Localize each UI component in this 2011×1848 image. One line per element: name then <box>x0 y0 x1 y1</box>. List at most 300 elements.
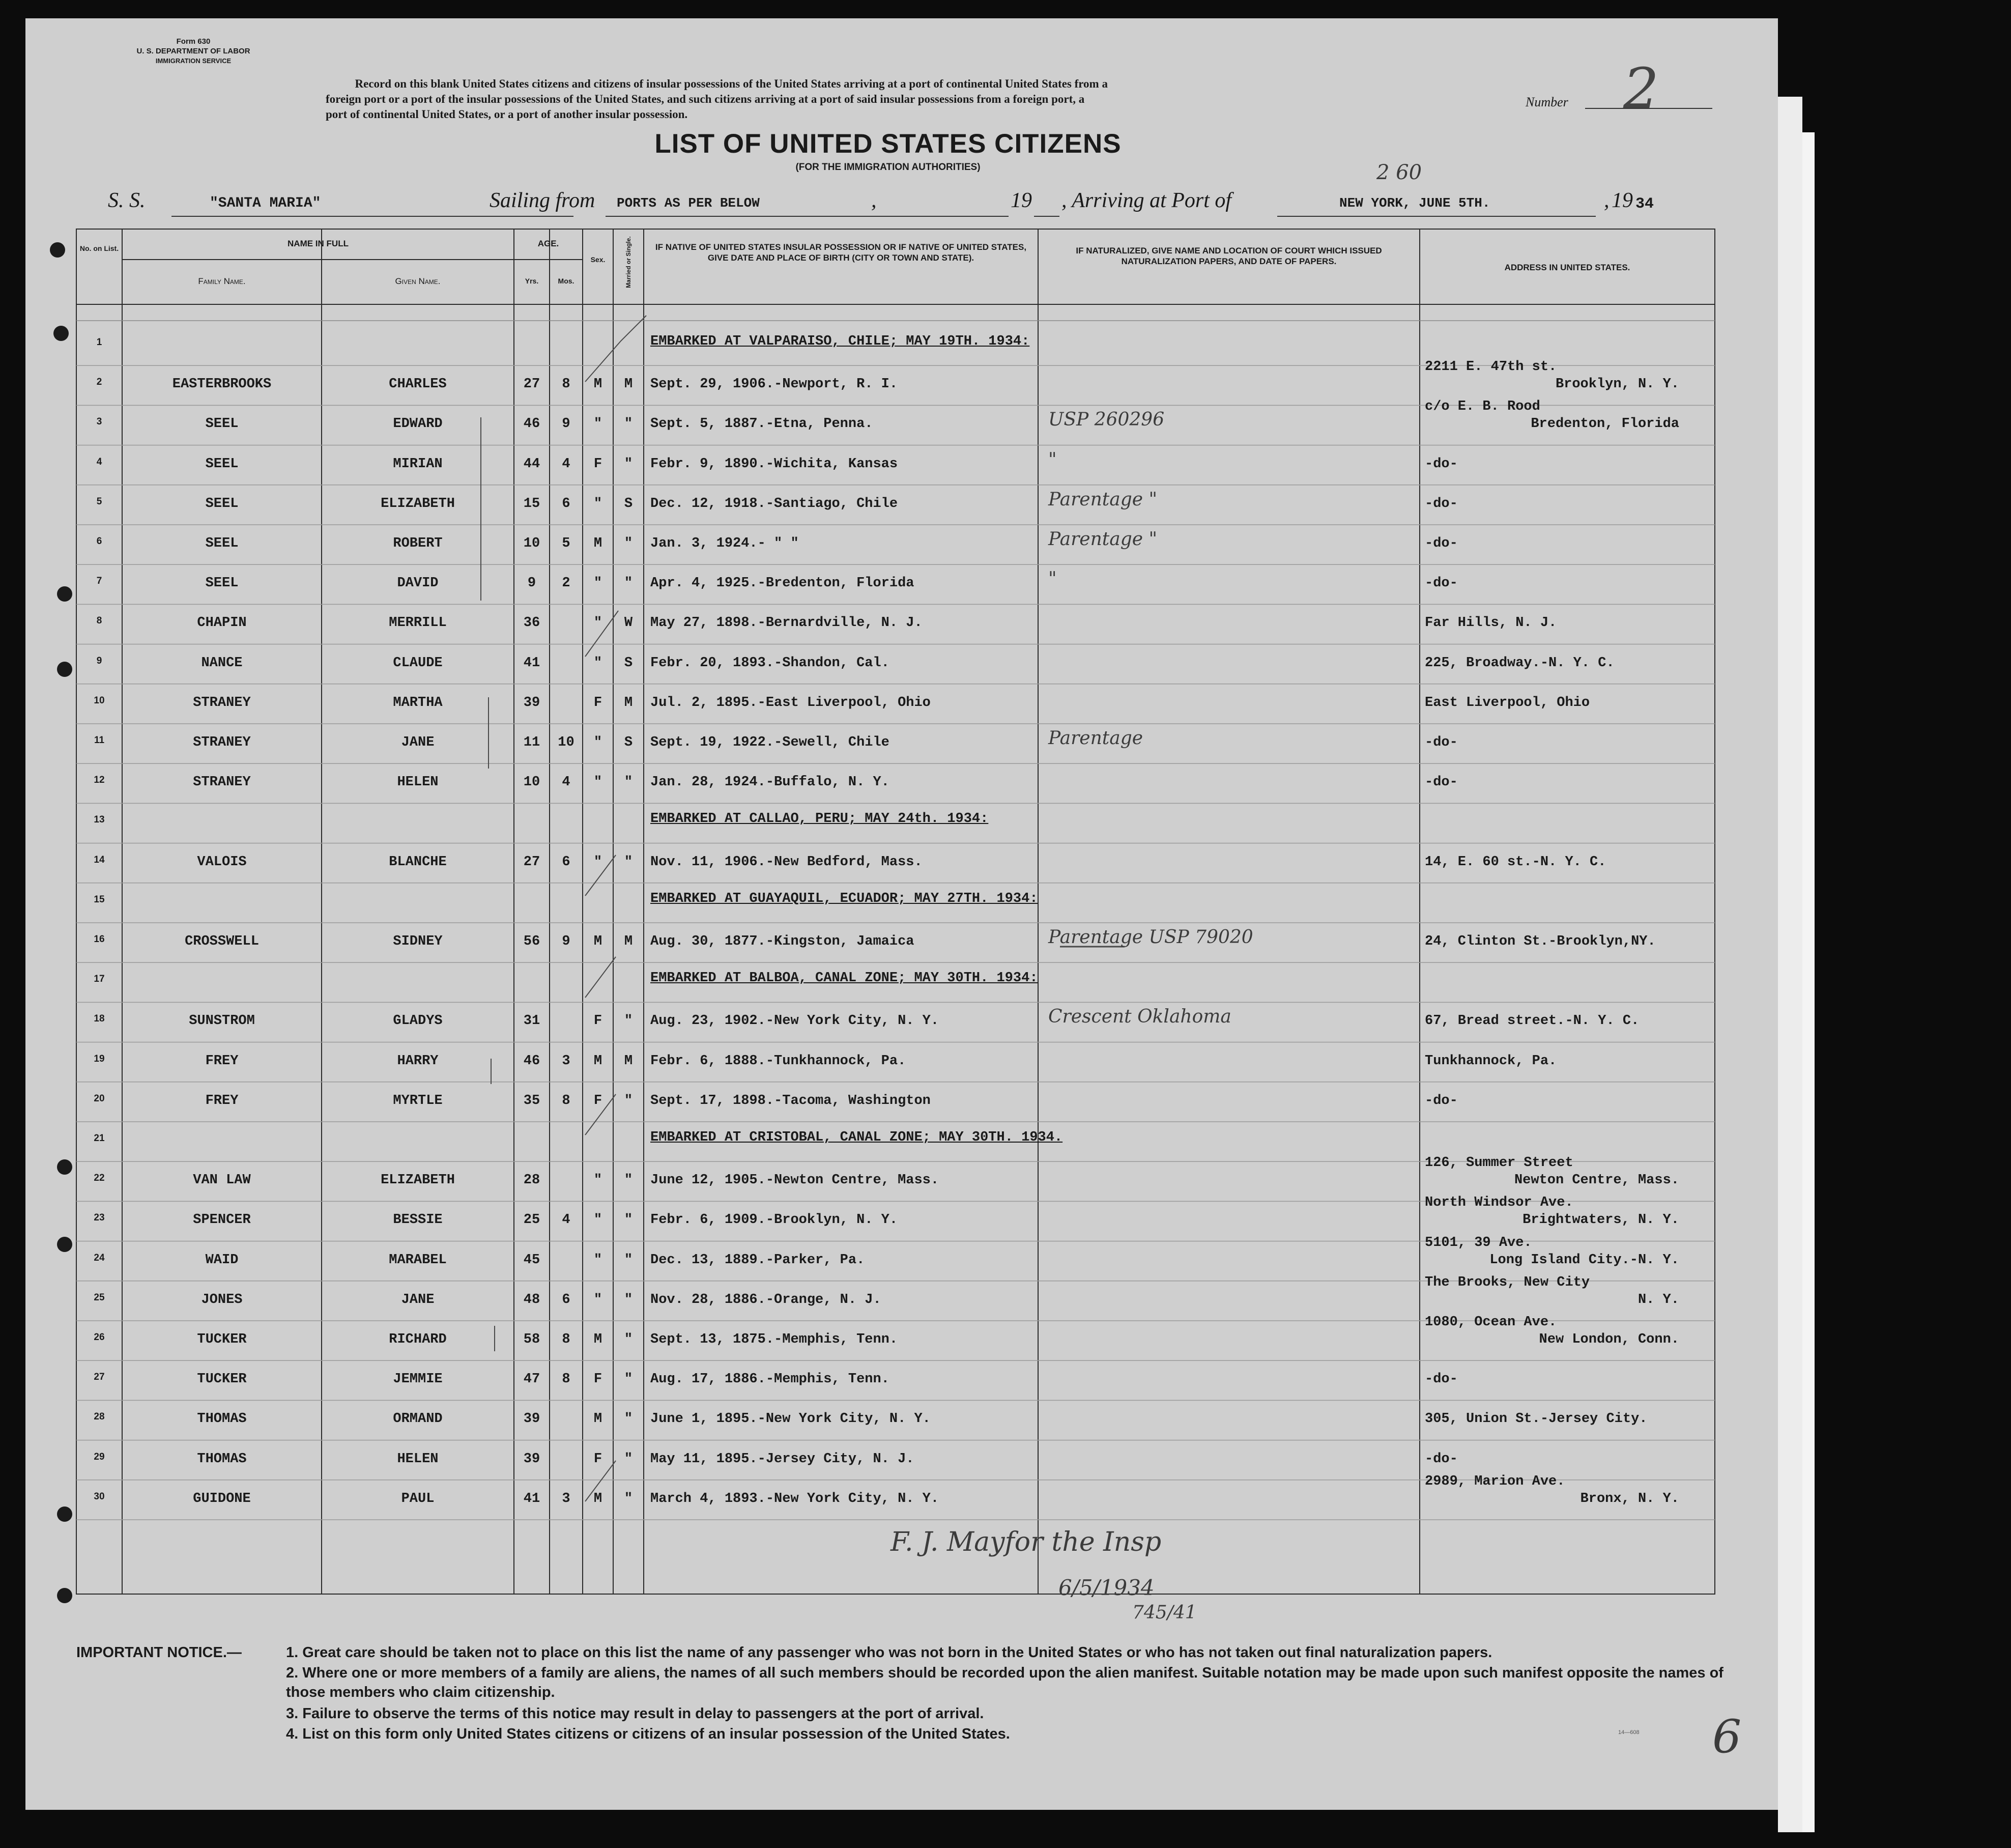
cell-addr2: Brooklyn, N. Y. <box>1555 377 1679 392</box>
table-row <box>76 1315 1715 1360</box>
cell-nat: USP 260296 <box>1048 409 1165 431</box>
cell-no: 22 <box>94 1173 105 1184</box>
cell-no: 2 <box>96 377 102 388</box>
cell-birth: Aug. 30, 1877.-Kingston, Jamaica <box>650 934 914 949</box>
cell-birth: June 1, 1895.-New York City, N. Y. <box>650 1411 931 1427</box>
cell-addr: -do- <box>1425 536 1458 551</box>
col-header-married: Married or Single. <box>625 236 632 288</box>
page-title: LIST OF UNITED STATES CITIZENS <box>654 129 1122 159</box>
table-row <box>76 1002 1715 1042</box>
cell-addr: 67, Bread street.-N. Y. C. <box>1425 1013 1640 1029</box>
cell-ms: S <box>624 735 633 750</box>
cell-sex: " <box>593 655 602 671</box>
notice-item: 4. List on this form only United States citizens or citizens of an insular possession of the United States. <box>286 1726 1010 1742</box>
cell-yrs: 10 <box>523 775 540 790</box>
col-header-family: Family Name. <box>198 276 246 286</box>
table-row <box>76 923 1715 962</box>
cell-addr2: Brightwaters, N. Y. <box>1522 1212 1679 1228</box>
cell-sex: M <box>593 1491 602 1506</box>
cell-sex: " <box>593 1173 602 1188</box>
list-number: 2 <box>1623 56 1659 121</box>
cell-nat: Parentage " <box>1048 529 1158 550</box>
notice-item: 3. Failure to observe the terms of this notice may result in delay to passengers at the port of arrival. <box>286 1705 984 1722</box>
cell-family: SEEL <box>205 576 239 591</box>
cell-sex: " <box>593 775 602 790</box>
cell-ms: " <box>624 1451 633 1467</box>
cell-no: 26 <box>94 1332 105 1343</box>
table-row <box>76 724 1715 763</box>
sailing-label: Sailing from <box>490 189 595 212</box>
cell-birth: Dec. 12, 1918.-Santiago, Chile <box>650 496 898 511</box>
cell-yrs: 39 <box>523 1451 540 1467</box>
cell-given: MARABEL <box>389 1252 447 1268</box>
cell-addr: -do- <box>1425 1093 1458 1108</box>
cell-given: MARTHA <box>393 695 443 710</box>
cell-addr: 5101, 39 Ave. <box>1425 1235 1532 1250</box>
cell-given: ELIZABETH <box>381 1173 455 1188</box>
notice-label: IMPORTANT NOTICE.— <box>76 1644 242 1661</box>
cell-birth: Jul. 2, 1895.-East Liverpool, Ohio <box>650 695 931 710</box>
cell-family: SPENCER <box>193 1212 251 1228</box>
cell-family: TUCKER <box>197 1332 247 1347</box>
cell-addr: Tunkhannock, Pa. <box>1425 1053 1557 1069</box>
cell-ms: " <box>624 775 633 790</box>
cell-yrs: 48 <box>523 1292 540 1307</box>
cell-birth: Febr. 6, 1888.-Tunkhannock, Pa. <box>650 1053 906 1069</box>
page-number: 6 <box>1712 1710 1742 1764</box>
cell-yrs: 10 <box>523 536 540 551</box>
cell-mos: 3 <box>562 1491 570 1506</box>
cell-sex: M <box>593 1053 602 1069</box>
cell-sex: M <box>593 1332 602 1347</box>
cell-birth: May 27, 1898.-Bernardville, N. J. <box>650 615 923 631</box>
cell-nat: Parentage " <box>1048 489 1158 510</box>
cell-given: RICHARD <box>389 1332 447 1347</box>
department: U. S. DEPARTMENT OF LABOR <box>136 47 250 55</box>
cell-ms: " <box>624 1292 633 1307</box>
form-code: 14—608 <box>1618 1729 1640 1736</box>
cell-given: SIDNEY <box>393 934 443 949</box>
cell-family: CROSSWELL <box>185 934 259 949</box>
cell-yrs: 58 <box>523 1332 540 1347</box>
cell-yrs: 35 <box>523 1093 540 1108</box>
cell-ms: " <box>624 576 633 591</box>
cell-family: THOMAS <box>197 1451 247 1467</box>
cell-given: HELEN <box>397 775 439 790</box>
cell-no: 13 <box>94 814 105 826</box>
table-row <box>76 485 1715 525</box>
cell-no: 27 <box>94 1372 105 1383</box>
cell-sex: M <box>593 934 602 949</box>
cell-yrs: 25 <box>523 1212 540 1228</box>
cell-no: 21 <box>94 1133 105 1144</box>
cell-family: FREY <box>205 1093 239 1108</box>
cell-addr2: Bronx, N. Y. <box>1580 1491 1679 1506</box>
cell-nat: " <box>1048 449 1057 470</box>
cell-ms: " <box>624 854 633 870</box>
cell-mos: 9 <box>562 416 570 432</box>
cell-given: GLADYS <box>393 1013 443 1029</box>
cell-mos: 3 <box>562 1053 570 1069</box>
cell-ms: " <box>624 1411 633 1427</box>
service: IMMIGRATION SERVICE <box>155 57 232 65</box>
cell-ms: " <box>624 1173 633 1188</box>
instruction-line: Record on this blank United States citizens and citizens of insular possessions of the United States arriving at a port of continental United States from a <box>355 77 1108 90</box>
cell-sex: F <box>593 695 602 710</box>
col-header-yrs: Yrs. <box>525 277 539 285</box>
table-row <box>76 1042 1715 1082</box>
cell-given: MIRIAN <box>393 456 443 472</box>
cell-family: CHAPIN <box>197 615 247 631</box>
cell-yrs: 9 <box>527 576 536 591</box>
cell-family: JONES <box>201 1292 243 1307</box>
cell-no: 3 <box>96 416 102 428</box>
table-row <box>76 445 1715 485</box>
cell-birth: Febr. 6, 1909.-Brooklyn, N. Y. <box>650 1212 898 1228</box>
cell-no: 8 <box>96 615 102 627</box>
cell-addr: 1080, Ocean Ave. <box>1425 1315 1557 1330</box>
cell-family: SEEL <box>205 416 239 432</box>
cell-addr: 2989, Marion Ave. <box>1425 1473 1565 1489</box>
table-row <box>76 803 1715 843</box>
cell-addr: c/o E. B. Rood <box>1425 399 1540 415</box>
arrival-year-suffix: 34 <box>1635 195 1654 213</box>
cell-sex: " <box>593 1212 602 1228</box>
cell-given: CLAUDE <box>393 655 443 671</box>
cell-birth: Sept. 29, 1906.-Newport, R. I. <box>650 377 898 392</box>
cell-addr2: N. Y. <box>1637 1292 1679 1307</box>
cell-no: 10 <box>94 695 105 706</box>
cell-mos: 5 <box>562 536 570 551</box>
cell-yrs: 46 <box>523 1053 540 1069</box>
cell-ms: M <box>624 1053 633 1069</box>
cell-birth: March 4, 1893.-New York City, N. Y. <box>650 1491 939 1506</box>
cell-family: EASTERBROOKS <box>172 377 272 392</box>
cell-addr: 24, Clinton St.-Brooklyn,NY. <box>1425 934 1656 949</box>
cell-yrs: 15 <box>523 496 540 511</box>
cell-given: MERRILL <box>389 615 447 631</box>
cell-addr: -do- <box>1425 775 1458 790</box>
cell-birth: Sept. 17, 1898.-Tacoma, Washington <box>650 1093 931 1108</box>
cell-addr2: Long Island City.-N. Y. <box>1489 1252 1679 1268</box>
cell-given: EDWARD <box>393 416 443 432</box>
cell-yrs: 31 <box>523 1013 540 1029</box>
cell-no: 5 <box>96 496 102 507</box>
cell-mos: 9 <box>562 934 570 949</box>
table-row <box>76 399 1715 445</box>
cell-yrs: 47 <box>523 1372 540 1387</box>
col-header-address: ADDRESS IN UNITED STATES. <box>1504 263 1630 272</box>
cell-no: 20 <box>94 1093 105 1104</box>
page-subtitle: (FOR THE IMMIGRATION AUTHORITIES) <box>795 162 981 173</box>
cell-ms: " <box>624 1013 633 1029</box>
cell-yrs: 39 <box>523 1411 540 1427</box>
cell-mos: 6 <box>562 1292 570 1307</box>
cell-given: MYRTLE <box>393 1093 443 1108</box>
cell-yrs: 27 <box>523 854 540 870</box>
cell-mos: 4 <box>562 1212 570 1228</box>
cell-addr: 305, Union St.-Jersey City. <box>1425 1411 1648 1427</box>
cell-sex: F <box>593 1451 602 1467</box>
cell-addr2: Bredenton, Florida <box>1531 416 1679 432</box>
cell-family: SEEL <box>205 456 239 472</box>
cell-addr: The Brooks, New City <box>1425 1274 1590 1290</box>
cell-addr2: New London, Conn. <box>1539 1332 1679 1347</box>
cell-yrs: 27 <box>523 377 540 392</box>
arriving-port: NEW YORK, JUNE 5TH. <box>1339 195 1490 211</box>
cell-family: STRANEY <box>193 695 251 710</box>
cell-no: 11 <box>94 735 105 746</box>
voyage-line: S. S. "SANTA MARIA" Sailing from PORTS AS PER BELOW , 19 , Arriving at Port of NEW YORK, JUNE 5TH. , 19 34 <box>108 188 1731 219</box>
arriving-label: , Arriving at Port of <box>1061 189 1232 212</box>
number-label: Number <box>1526 95 1568 109</box>
cell-birth: May 11, 1895.-Jersey City, N. J. <box>650 1451 914 1467</box>
cell-sex: " <box>593 615 602 631</box>
cell-yrs: 45 <box>523 1252 540 1268</box>
cell-given: JANE <box>401 1292 435 1307</box>
cell-family: VAN LAW <box>193 1173 251 1188</box>
cell-no: 29 <box>94 1451 105 1462</box>
cell-no: 1 <box>96 337 102 348</box>
cell-birth: EMBARKED AT CRISTOBAL, CANAL ZONE; MAY 30TH. 1934. <box>650 1130 1063 1145</box>
cell-addr: East Liverpool, Ohio <box>1425 695 1590 710</box>
cell-no: 9 <box>96 655 102 666</box>
arrival-year-prefix: 19 <box>1612 189 1633 212</box>
year-prefix: 19 <box>1011 189 1032 212</box>
cell-sex: " <box>593 1252 602 1268</box>
cell-mos: 8 <box>562 1372 570 1387</box>
cell-no: 25 <box>94 1292 105 1303</box>
table-row <box>76 644 1715 684</box>
cell-ms: W <box>624 615 633 631</box>
notice-item: 1. Great care should be taken not to place on this list the name of any passenger who was not born in the United States or who has not taken out final naturalization papers. <box>286 1644 1492 1661</box>
cell-addr: -do- <box>1425 1372 1458 1387</box>
cell-birth: Dec. 13, 1889.-Parker, Pa. <box>650 1252 865 1268</box>
col-header-given: Given Name. <box>395 276 441 286</box>
cell-addr2: Newton Centre, Mass. <box>1514 1173 1679 1188</box>
cell-family: SEEL <box>205 536 239 551</box>
cell-given: BESSIE <box>393 1212 443 1228</box>
cell-sex: " <box>593 576 602 591</box>
cell-nat: Parentage USP 79020 <box>1048 927 1253 948</box>
cell-mos: 4 <box>562 775 570 790</box>
cell-no: 24 <box>94 1252 105 1263</box>
cell-given: ORMAND <box>393 1411 443 1427</box>
signature-fraction: 745/41 <box>1132 1602 1197 1623</box>
cell-given: CHARLES <box>389 377 447 392</box>
cell-ms: " <box>624 416 633 432</box>
cell-ms: S <box>624 496 633 511</box>
cell-ms: " <box>624 1093 633 1108</box>
cell-mos: 8 <box>562 1332 570 1347</box>
cell-family: NANCE <box>201 655 243 671</box>
cell-birth: Nov. 11, 1906.-New Bedford, Mass. <box>650 854 923 870</box>
table-row <box>76 962 1715 1002</box>
cell-family: VALOIS <box>197 854 247 870</box>
cell-family: GUIDONE <box>193 1491 251 1506</box>
cell-yrs: 36 <box>523 615 540 631</box>
cell-mos: 6 <box>562 854 570 870</box>
cell-ms: " <box>624 1252 633 1268</box>
table-row <box>76 883 1715 923</box>
cell-family: STRANEY <box>193 735 251 750</box>
cell-family: FREY <box>205 1053 239 1069</box>
cell-addr: -do- <box>1425 456 1458 472</box>
table-row <box>76 1360 1715 1400</box>
cell-given: HARRY <box>397 1053 439 1069</box>
cell-birth: Nov. 28, 1886.-Orange, N. J. <box>650 1292 881 1307</box>
cell-no: 19 <box>94 1053 105 1064</box>
cell-birth: Jan. 28, 1924.-Buffalo, N. Y. <box>650 775 889 790</box>
cell-given: DAVID <box>397 576 439 591</box>
cell-given: HELEN <box>397 1451 439 1467</box>
cell-no: 7 <box>96 576 102 587</box>
col-header-birth: IF NATIVE OF UNITED STATES INSULAR POSSESSION OR IF NATIVE OF UNITED STATES, GIVE DATE AND PLACE OF BIRTH (CITY OR TOWN AND STATE). <box>655 242 1027 263</box>
cell-ms: S <box>624 655 633 671</box>
cell-ms: M <box>624 934 633 949</box>
table-row <box>76 843 1715 883</box>
cell-birth: Aug. 23, 1902.-New York City, N. Y. <box>650 1013 939 1029</box>
cell-sex: " <box>593 854 602 870</box>
cell-birth: June 12, 1905.-Newton Centre, Mass. <box>650 1173 939 1188</box>
cell-addr: 126, Summer Street <box>1425 1155 1573 1171</box>
cell-birth: Febr. 20, 1893.-Shandon, Cal. <box>650 655 889 671</box>
cell-addr: -do- <box>1425 496 1458 511</box>
cell-no: 23 <box>94 1212 105 1224</box>
cell-birth: Sept. 13, 1875.-Memphis, Tenn. <box>650 1332 898 1347</box>
inspector-signature: F. J. Mayfor the Insp <box>890 1527 1162 1557</box>
table-row <box>76 525 1715 564</box>
table-row <box>76 564 1715 604</box>
cell-birth: Sept. 19, 1922.-Sewell, Chile <box>650 735 889 750</box>
ship-name: "SANTA MARIA" <box>210 195 321 211</box>
cell-sex: M <box>593 536 602 551</box>
col-header-no: No. on List. <box>79 244 119 252</box>
cell-no: 15 <box>94 894 105 905</box>
cell-family: TUCKER <box>197 1372 247 1387</box>
stamp-note: 2 60 <box>1376 161 1422 184</box>
cell-given: ROBERT <box>393 536 443 551</box>
cell-birth: EMBARKED AT CALLAO, PERU; MAY 24th. 1934: <box>650 811 989 827</box>
cell-mos: 8 <box>562 1093 570 1108</box>
cell-no: 28 <box>94 1411 105 1423</box>
cell-given: JANE <box>401 735 435 750</box>
cell-family: WAID <box>205 1252 239 1268</box>
cell-birth: Febr. 9, 1890.-Wichita, Kansas <box>650 456 898 472</box>
col-header-age: AGE. <box>537 239 559 248</box>
cell-birth: EMBARKED AT BALBOA, CANAL ZONE; MAY 30TH. 1934: <box>650 971 1038 986</box>
cell-birth: Sept. 5, 1887.-Etna, Penna. <box>650 416 873 432</box>
instruction-line: port of continental United States, or a port of another insular possession. <box>326 108 688 121</box>
notice-item: 2. Where one or more members of a family are aliens, the names of all such members should be recorded upon the alien manifest. Suitable notation may be made upon such manifest opposite the names of those members who claim citizenship. <box>286 1665 1723 1700</box>
cell-sex: " <box>593 1292 602 1307</box>
cell-birth: EMBARKED AT GUAYAQUIL, ECUADOR; MAY 27TH. 1934: <box>650 891 1038 906</box>
col-header-mos: Mos. <box>558 277 574 285</box>
cell-yrs: 39 <box>523 695 540 710</box>
cell-no: 14 <box>94 854 105 865</box>
table-row <box>76 1082 1715 1122</box>
table-row <box>76 604 1715 644</box>
cell-given: BLANCHE <box>389 854 447 870</box>
cell-yrs: 56 <box>523 934 540 949</box>
cell-mos: 8 <box>562 377 570 392</box>
form-number: Form 630 <box>176 37 211 46</box>
cell-ms: " <box>624 1212 633 1228</box>
cell-addr: Far Hills, N. J. <box>1425 615 1557 631</box>
cell-no: 18 <box>94 1013 105 1025</box>
cell-birth: EMBARKED AT VALPARAISO, CHILE; MAY 19TH. 1934: <box>650 334 1030 349</box>
instruction-line: foreign port or a port of the insular possessions of the United States, and such citizens arriving at a port of said insular possessions from a foreign port, a <box>326 93 1085 105</box>
cell-yrs: 41 <box>523 655 540 671</box>
cell-no: 30 <box>94 1491 105 1502</box>
cell-ms: " <box>624 1491 633 1506</box>
cell-yrs: 11 <box>523 735 540 750</box>
cell-family: SEEL <box>205 496 239 511</box>
cell-addr: -do- <box>1425 1451 1458 1467</box>
cell-addr: 2211 E. 47th st. <box>1425 359 1557 375</box>
cell-sex: " <box>593 735 602 750</box>
col-header-name: NAME IN FULL <box>288 239 349 248</box>
cell-yrs: 44 <box>523 456 540 472</box>
cell-given: PAUL <box>401 1491 435 1506</box>
cell-sex: " <box>593 416 602 432</box>
col-header-naturalized: IF NATURALIZED, GIVE NAME AND LOCATION OF COURT WHICH ISSUED NATURALIZATION PAPERS, AND DATE OF PAPERS. <box>1076 246 1382 266</box>
cell-given: ELIZABETH <box>381 496 455 511</box>
cell-sex: M <box>593 1411 602 1427</box>
cell-addr: 14, E. 60 st.-N. Y. C. <box>1425 854 1606 870</box>
cell-addr: North Windsor Ave. <box>1425 1195 1573 1211</box>
col-header-sex: Sex. <box>590 255 606 264</box>
cell-sex: " <box>593 496 602 511</box>
ss-label: S. S. <box>108 189 146 212</box>
cell-ms: " <box>624 1372 633 1387</box>
table-row <box>76 763 1715 803</box>
cell-yrs: 41 <box>523 1491 540 1506</box>
cell-ms: " <box>624 536 633 551</box>
cell-sex: F <box>593 1013 602 1029</box>
cell-no: 17 <box>94 974 105 985</box>
cell-nat: " <box>1048 568 1057 590</box>
cell-birth: Apr. 4, 1925.-Bredenton, Florida <box>650 576 914 591</box>
cell-nat: Parentage <box>1048 728 1143 749</box>
table-row <box>76 1473 1715 1520</box>
cell-family: STRANEY <box>193 775 251 790</box>
cell-mos: 10 <box>558 735 574 750</box>
cell-no: 4 <box>96 456 102 467</box>
cell-sex: F <box>593 1093 602 1108</box>
table-row <box>76 1400 1715 1440</box>
cell-ms: " <box>624 1332 633 1347</box>
cell-no: 6 <box>96 536 102 547</box>
cell-no: 16 <box>94 934 105 945</box>
cell-mos: 2 <box>562 576 570 591</box>
cell-addr: -do- <box>1425 576 1458 591</box>
cell-family: THOMAS <box>197 1411 247 1427</box>
cell-yrs: 28 <box>523 1173 540 1188</box>
cell-nat: Crescent Oklahoma <box>1048 1006 1231 1028</box>
table-row <box>76 684 1715 724</box>
cell-birth: Aug. 17, 1886.-Memphis, Tenn. <box>650 1372 889 1387</box>
cell-mos: 6 <box>562 496 570 511</box>
cell-sex: M <box>593 377 602 392</box>
cell-no: 12 <box>94 775 105 786</box>
cell-yrs: 46 <box>523 416 540 432</box>
cell-mos: 4 <box>562 456 570 472</box>
cell-ms: M <box>624 695 633 710</box>
cell-sex: F <box>593 1372 602 1387</box>
cell-addr: 225, Broadway.-N. Y. C. <box>1425 655 1615 671</box>
signature-date: 6/5/1934 <box>1058 1575 1155 1600</box>
